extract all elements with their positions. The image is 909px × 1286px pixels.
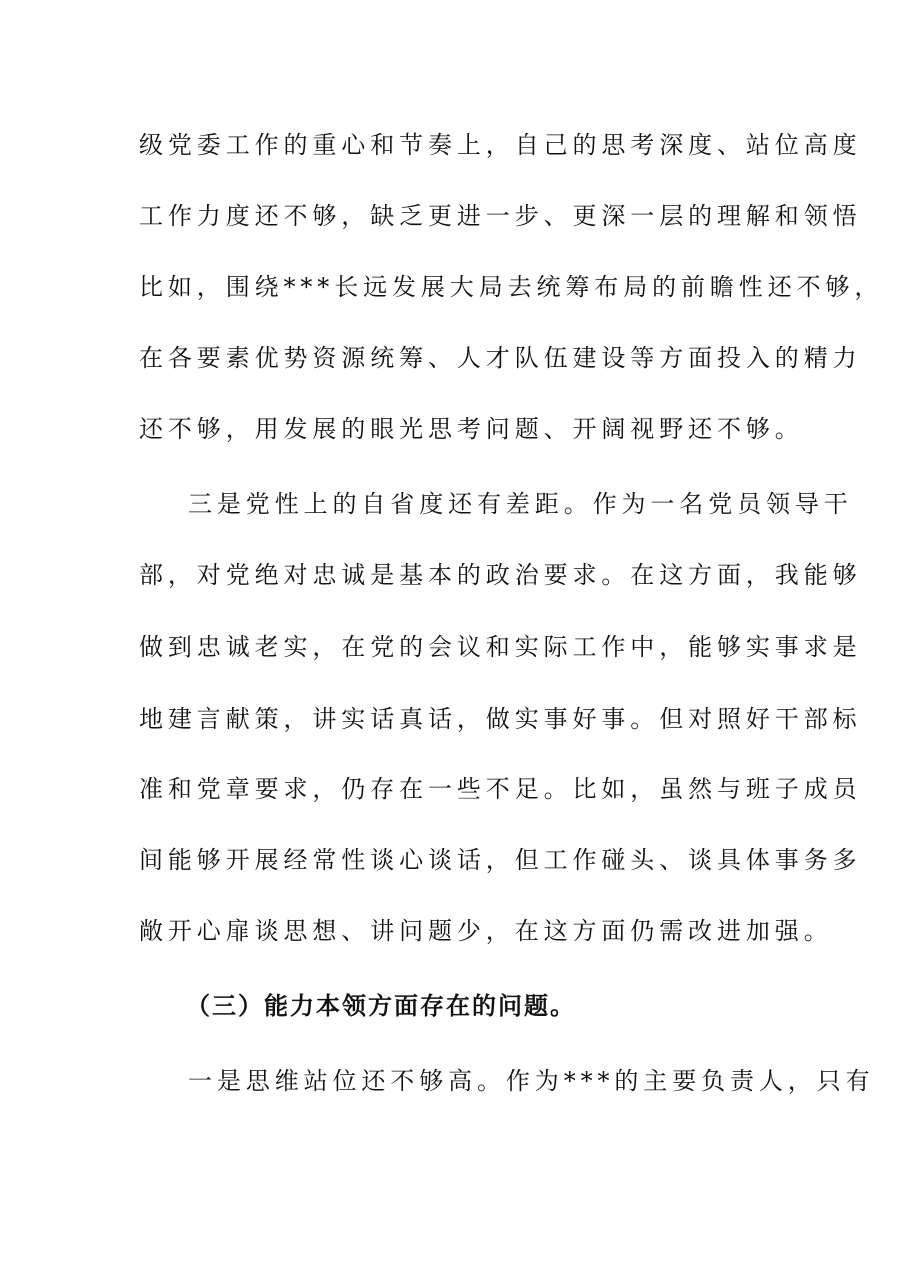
paragraph-line: 工作力度还不够，缺乏更进一步、更深一层的理解和领悟 (139, 202, 862, 230)
section-heading: （三）能力本领方面存在的问题。 (186, 992, 576, 1020)
paragraph-line: 间能够开展经常性谈心谈话，但工作碰头、谈具体事务多 (139, 846, 862, 874)
paragraph-line: 敞开心扉谈思想、讲问题少，在这方面仍需改进加强。 (139, 917, 833, 945)
paragraph-line: 比如，围绕***长远发展大局去统筹布局的前瞻性还不够， (139, 273, 884, 301)
paragraph-line: 还不够，用发展的眼光思考问题、开阔视野还不够。 (139, 415, 804, 443)
paragraph-line: 部，对党绝对忠诚是基本的政治要求。在这方面，我能够 (139, 561, 862, 589)
paragraph-first-line: 一是思维站位还不够高。作为***的主要负责人，只有 (188, 1067, 875, 1095)
paragraph-first-line: 三是党性上的自省度还有差距。作为一名党员领导干 (188, 490, 853, 518)
paragraph-line: 级党委工作的重心和节奏上，自己的思考深度、站位高度 (139, 131, 862, 159)
paragraph-line: 地建言献策，讲实话真话，做实事好事。但对照好干部标 (139, 705, 862, 733)
paragraph-line: 在各要素优势资源统筹、人才队伍建设等方面投入的精力 (139, 344, 862, 372)
paragraph-line: 准和党章要求，仍存在一些不足。比如，虽然与班子成员 (139, 775, 862, 803)
paragraph-line: 做到忠诚老实，在党的会议和实际工作中，能够实事求是 (139, 633, 862, 661)
